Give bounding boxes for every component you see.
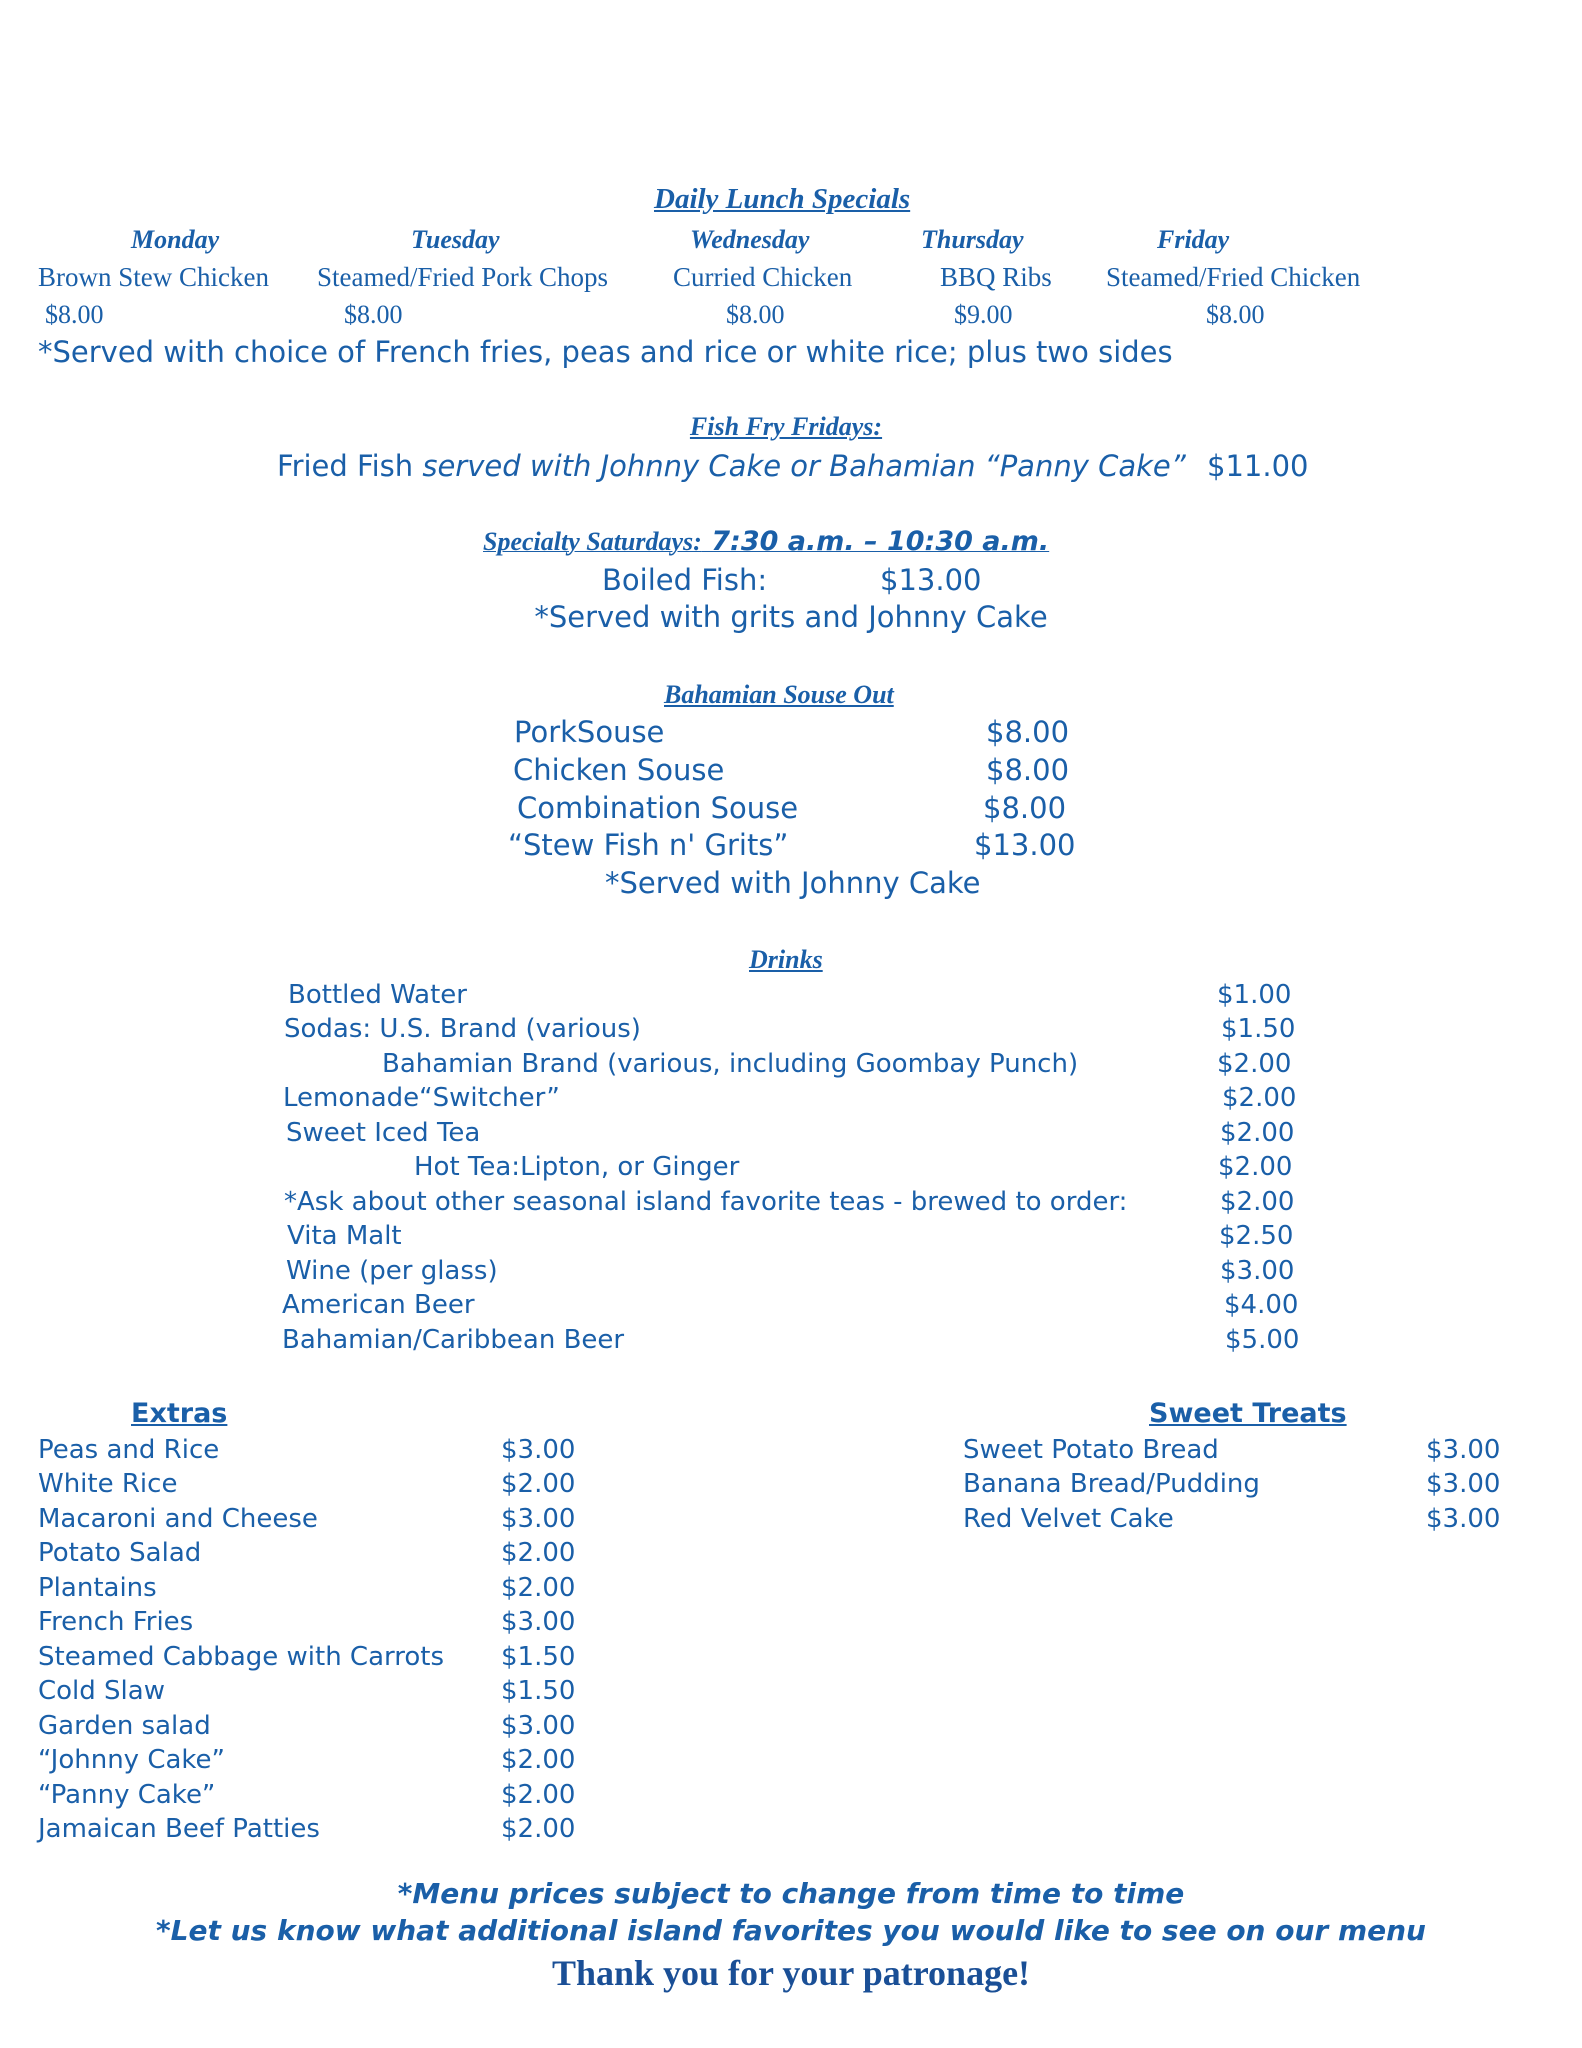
extra-price: $3.00 xyxy=(501,1435,576,1465)
price-monday: $8.00 xyxy=(45,300,104,329)
saturdays-item: Boiled Fish: xyxy=(602,563,768,597)
saturdays-title: Specialty Saturdays: xyxy=(483,527,702,556)
extra-name: Jamaican Beef Patties xyxy=(38,1814,320,1844)
fish-fry-title: Fish Fry Fridays: xyxy=(689,412,883,441)
souse-item-name: PorkSouse xyxy=(514,715,665,749)
extra-price: $2.00 xyxy=(501,1814,576,1844)
price-friday: $8.00 xyxy=(1206,300,1265,329)
extra-name: Plantains xyxy=(38,1573,157,1603)
drink-name: Bahamian/Caribbean Beer xyxy=(282,1325,625,1355)
day-thursday: Thursday xyxy=(921,225,1024,254)
fish-fry-price: $11.00 xyxy=(1207,449,1309,483)
day-wednesday: Wednesday xyxy=(690,225,810,254)
drink-name: Wine (per glass) xyxy=(286,1256,498,1286)
souse-item-price: $13.00 xyxy=(974,828,1076,862)
day-tuesday: Tuesday xyxy=(411,225,500,254)
extra-price: $3.00 xyxy=(501,1504,576,1534)
extra-price: $2.00 xyxy=(501,1538,576,1568)
specials-note: *Served with choice of French fries, peas and rice or white rice; plus two sides xyxy=(38,335,1173,369)
sweet-price: $3.00 xyxy=(1426,1435,1501,1465)
drink-name: Hot Tea:Lipton, or Ginger xyxy=(414,1152,740,1182)
day-friday: Friday xyxy=(1157,225,1230,254)
souse-item-price: $8.00 xyxy=(986,753,1070,787)
drink-price: $2.00 xyxy=(1218,1152,1293,1182)
saturdays-heading xyxy=(483,526,1049,557)
sweets-title: Sweet Treats xyxy=(1149,1398,1347,1429)
drink-price: $3.00 xyxy=(1220,1256,1295,1286)
extra-price: $1.50 xyxy=(501,1642,576,1672)
drink-name: Bahamian Brand (various, including Goombay Punch) xyxy=(382,1049,1079,1079)
drink-name: Bottled Water xyxy=(288,980,467,1010)
drink-price: $2.50 xyxy=(1219,1221,1294,1251)
drink-price: $2.00 xyxy=(1217,1049,1292,1079)
dish-tuesday: Steamed/Fried Pork Chops xyxy=(317,262,608,292)
souse-title: Bahamian Souse Out xyxy=(664,680,894,709)
drink-name: *Ask about other seasonal island favorite teas - brewed to order: xyxy=(284,1187,1128,1217)
extra-name: “Johnny Cake” xyxy=(38,1745,226,1775)
fish-fry-item xyxy=(277,449,1186,483)
saturdays-price: $13.00 xyxy=(880,563,982,597)
saturdays-hours: 7:30 a.m. – 10:30 a.m. xyxy=(701,526,1050,557)
fish-fry-item-desc: served with Johnny Cake or Bahamian “Panny Cake” xyxy=(422,449,1186,483)
fish-fry-item-name: Fried Fish xyxy=(277,449,423,483)
extra-name: White Rice xyxy=(38,1469,178,1499)
extra-name: Peas and Rice xyxy=(38,1435,220,1465)
drink-price: $2.00 xyxy=(1222,1083,1297,1113)
souse-item-price: $8.00 xyxy=(983,791,1067,825)
drink-name: Sweet Iced Tea xyxy=(286,1118,481,1148)
dish-monday: Brown Stew Chicken xyxy=(38,262,269,292)
extra-price: $2.00 xyxy=(501,1469,576,1499)
sweet-price: $3.00 xyxy=(1426,1469,1501,1499)
price-wednesday: $8.00 xyxy=(726,300,785,329)
extra-name: Garden salad xyxy=(38,1711,211,1741)
drink-price: $1.00 xyxy=(1217,980,1292,1010)
extras-title: Extras xyxy=(131,1398,228,1429)
price-tuesday: $8.00 xyxy=(344,300,403,329)
souse-item-name: Combination Souse xyxy=(517,791,799,825)
footer-note-suggestions: *Let us know what additional island favorites you would like to see on our menu xyxy=(156,1914,1426,1947)
drink-price: $2.00 xyxy=(1220,1118,1295,1148)
drink-price: $1.50 xyxy=(1221,1014,1296,1044)
drink-price: $4.00 xyxy=(1224,1290,1299,1320)
footer-thanks: Thank you for your patronage! xyxy=(551,1953,1031,1993)
saturdays-note: *Served with grits and Johnny Cake xyxy=(534,600,1048,634)
extra-price: $3.00 xyxy=(501,1711,576,1741)
drink-name: American Beer xyxy=(282,1290,475,1320)
extra-price: $2.00 xyxy=(501,1780,576,1810)
drink-price: $5.00 xyxy=(1225,1325,1300,1355)
souse-item-name: “Stew Fish n' Grits” xyxy=(508,828,789,862)
extra-name: Steamed Cabbage with Carrots xyxy=(38,1642,445,1672)
sweet-name: Red Velvet Cake xyxy=(963,1504,1174,1534)
extra-price: $3.00 xyxy=(501,1607,576,1637)
extra-name: French Fries xyxy=(38,1607,194,1637)
drink-name: Vita Malt xyxy=(287,1221,402,1251)
souse-note: *Served with Johnny Cake xyxy=(605,866,981,900)
extra-price: $2.00 xyxy=(501,1573,576,1603)
footer-note-prices: *Menu prices subject to change from time to time xyxy=(397,1877,1185,1910)
dish-thursday: BBQ Ribs xyxy=(940,262,1052,292)
souse-item-price: $8.00 xyxy=(986,715,1070,749)
extra-price: $2.00 xyxy=(501,1745,576,1775)
dish-friday: Steamed/Fried Chicken xyxy=(1106,262,1361,292)
dish-wednesday: Curried Chicken xyxy=(673,262,853,292)
souse-item-name: Chicken Souse xyxy=(513,753,725,787)
extra-name: Cold Slaw xyxy=(38,1676,165,1706)
price-thursday: $9.00 xyxy=(954,300,1013,329)
sweet-name: Banana Bread/Pudding xyxy=(963,1469,1260,1499)
daily-specials-title: Daily Lunch Specials xyxy=(654,183,911,215)
drink-name: Lemonade“Switcher” xyxy=(283,1083,560,1113)
sweet-name: Sweet Potato Bread xyxy=(963,1435,1219,1465)
drink-price: $2.00 xyxy=(1220,1187,1295,1217)
extra-price: $1.50 xyxy=(501,1676,576,1706)
day-monday: Monday xyxy=(131,225,220,254)
extra-name: “Panny Cake” xyxy=(38,1780,216,1810)
drinks-title: Drinks xyxy=(749,945,823,974)
sweet-price: $3.00 xyxy=(1426,1504,1501,1534)
extra-name: Potato Salad xyxy=(38,1538,202,1568)
extra-name: Macaroni and Cheese xyxy=(38,1504,318,1534)
drink-name: Sodas: U.S. Brand (various) xyxy=(284,1014,641,1044)
